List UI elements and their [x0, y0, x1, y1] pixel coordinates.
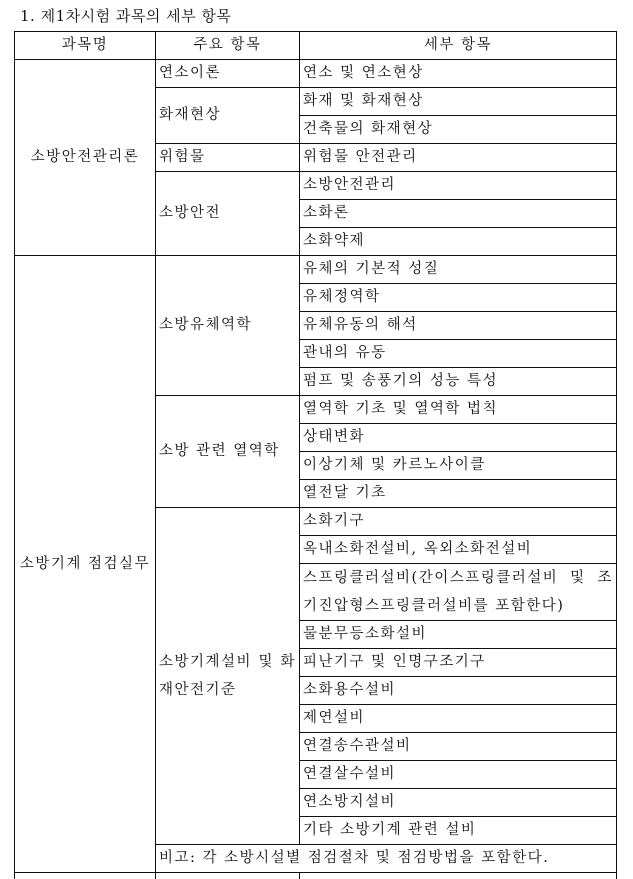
continuation-cell [300, 873, 617, 879]
section-heading: 1. 제1차시험 과목의 세부 항목 [20, 7, 232, 25]
detail-item: 건축물의 화재현상 [300, 116, 617, 144]
detail-item: 소화약제 [300, 228, 617, 256]
detail-item: 물분무등소화설비 [300, 621, 617, 649]
detail-item: 유체정역학 [300, 284, 617, 312]
detail-item: 연소 및 연소현상 [300, 60, 617, 88]
main-item: 연소이론 [156, 60, 300, 88]
header-detail-item: 세부 항목 [300, 32, 617, 60]
header-subject: 과목명 [15, 32, 156, 60]
main-item: 위험물 [156, 144, 300, 172]
detail-item: 이상기체 및 카르노사이클 [300, 452, 617, 480]
detail-item: 연결송수관설비 [300, 733, 617, 761]
detail-item: 펌프 및 송풍기의 성능 특성 [300, 368, 617, 396]
detail-item: 위험물 안전관리 [300, 144, 617, 172]
detail-item: 열전달 기초 [300, 480, 617, 508]
main-item: 소방유체역학 [156, 256, 300, 396]
header-main-item: 주요 항목 [156, 32, 300, 60]
detail-item: 스프링클러설비(간이스프링클러설비 및 조기진압형스프링클러설비를 포함한다) [300, 564, 617, 621]
subject-name: 소방기계 점검실무 [15, 256, 156, 873]
table-row-continuation [15, 873, 617, 879]
detail-item: 연결살수설비 [300, 761, 617, 789]
detail-item: 옥내소화전설비, 옥외소화전설비 [300, 536, 617, 564]
detail-item: 제연설비 [300, 705, 617, 733]
detail-item: 열역학 기초 및 열역학 법칙 [300, 396, 617, 424]
table-row [15, 60, 617, 88]
detail-item: 소화기구 [300, 508, 617, 536]
detail-item: 관내의 유동 [300, 340, 617, 368]
detail-item: 유체의 기본적 성질 [300, 256, 617, 284]
subject-name: 소방안전관리론 [15, 60, 156, 256]
header-row [15, 32, 617, 60]
main-item: 소방안전 [156, 172, 300, 256]
detail-item: 기타 소방기계 관련 설비 [300, 817, 617, 845]
subject-table [14, 31, 617, 879]
detail-item: 유체유동의 해석 [300, 312, 617, 340]
detail-item: 화재 및 화재현상 [300, 88, 617, 116]
main-item: 소방기계설비 및 화재안전기준 [156, 508, 300, 845]
detail-item: 소화용수설비 [300, 677, 617, 705]
detail-item: 피난기구 및 인명구조기구 [300, 649, 617, 677]
detail-item: 소화론 [300, 200, 617, 228]
note-text: 비고: 각 소방시설별 점검절차 및 점검방법을 포함한다. [156, 845, 617, 873]
detail-item: 상태변화 [300, 424, 617, 452]
detail-item: 소방안전관리 [300, 172, 617, 200]
table-row [15, 256, 617, 284]
continuation-cell [15, 873, 156, 879]
main-item: 화재현상 [156, 88, 300, 144]
detail-item: 연소방지설비 [300, 789, 617, 817]
main-item: 소방 관련 열역학 [156, 396, 300, 508]
continuation-cell [156, 873, 300, 879]
